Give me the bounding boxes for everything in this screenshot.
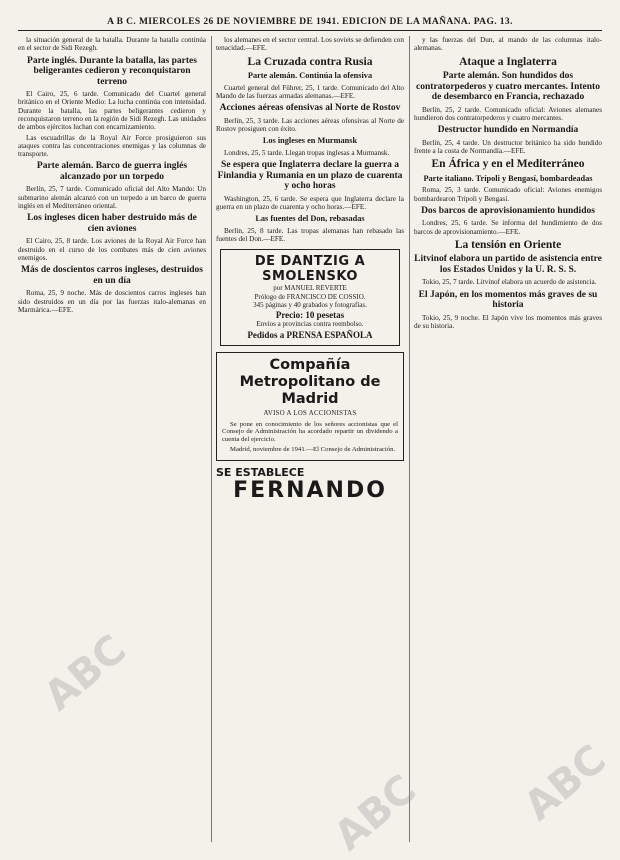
ad-details: 345 páginas y 40 grabados y fotografías. (253, 301, 367, 310)
ad-shipping: Envíos a provincias contra reembolso. (256, 319, 364, 328)
article-text: Berlín, 25, 2 tarde. Comunicado oficial: Aviones alemanes hundieron dos contratorpederos y cuatro mercantes. (414, 105, 602, 122)
article-text: Berlín, 25, 4 tarde. Un destructor británico ha sido hundido frente a la costa de Normandía.—EFE. (414, 138, 602, 155)
article-text: Roma, 25, 9 noche. Más de doscientos carros ingleses han sido destruidos en un día por las fuerzas italo-alemanas en Marmárica.—EFE. (18, 289, 206, 314)
headline: Parte alemán. Continúa la ofensiva (247, 71, 373, 81)
watermark: ABC (325, 766, 425, 860)
article-text: Londres, 25, 6 tarde. Se informa del hundimiento de dos barcos de aprovisionamiento.—EFE. (414, 219, 602, 236)
headline: Parte alemán. Barco de guerra inglés alcanzado por un torpedo (36, 161, 188, 182)
article-text: Washington, 25, 6 tarde. Se espera que Inglaterra declare la guerra en un plazo de cuarenta y ocho horas.—EFE. (216, 194, 404, 211)
article-text: Las escuadrillas de la Royal Air Force prosiguieron sus ataques contra las concentraciones enemigas y las columnas de transporte. (18, 133, 206, 159)
article-text: la situación general de la batalla. Durante la batalla continúa en el sector de Sidi Rezegh. (18, 36, 206, 53)
ad-name: FERNANDO (233, 477, 387, 503)
article-text: El Cairo, 25, 8 tarde. Los aviones de la Royal Air Force han destruido en el curso de los combates más de cien aviones enemigos. (18, 237, 206, 262)
notice-subtitle: AVISO A LOS ACCIONISTAS (263, 410, 357, 418)
headline: El Japón, en los momentos más graves de su historia (418, 289, 598, 311)
headline: Parte italiano. Trípoli y Bengasí, bombardeadas (423, 173, 593, 183)
book-advertisement (220, 249, 400, 346)
company-notice (216, 352, 404, 460)
ad-line: SE ESTABLECE (216, 465, 305, 479)
article-text: Cuartel general del Führer, 25, 1 tarde. Comunicado del Alto Mando de las fuerzas armadas alemanas.—EFE. (216, 83, 404, 100)
article-text: Roma, 25, 3 tarde. Comunicado oficial: Aviones enemigos bombardearon Trípoli y Bengasí. (414, 186, 602, 203)
headline: Litvinof elabora un partido de asistencia entre los Estados Unidos y la U. R. S. S. (414, 254, 602, 275)
headline: Se espera que Inglaterra declare la guerra a Finlandia y Rumania en un plazo de cuarenta y ocho horas (217, 160, 403, 192)
section-headline: La Cruzada contra Rusia (247, 55, 373, 68)
headline: Destructor hundido en Normandía (437, 125, 579, 136)
article-text: Berlín, 25, 8 tarde. Las tropas alemanas han rebasado las fuentes del Don.—EFE. (216, 226, 404, 243)
watermark: ABC (515, 736, 615, 830)
headline: Acciones aéreas ofensivas al Norte de Rostov (219, 103, 401, 114)
ad-title: DE DANTZIG A SMOLENSKO (254, 254, 366, 285)
article-text: los alemanes en el sector central. Los soviets se defienden con tenacidad.—EFE. (216, 36, 404, 53)
section-headline: La tensión en Oriente (454, 238, 562, 251)
article-text: Berlín, 25, 3 tarde. Las acciones aéreas ofensivas al Norte de Rostov prosiguen con éxito. (216, 116, 404, 133)
notice-title: Compañía Metropolitano de Madrid (239, 357, 381, 408)
headline: Dos barcos de aprovisionamiento hundidos (421, 205, 595, 216)
watermark: ABC (35, 626, 135, 720)
ad-price: Precio: 10 pesetas (275, 309, 345, 320)
article-text: Tokio, 25, 9 noche. El Japón vive los momentos más graves de su historia. (414, 313, 602, 331)
column-2 (216, 36, 404, 842)
headline: Los ingleses dicen haber destruido más de cien aviones (27, 213, 197, 234)
fernando-advertisement (216, 467, 404, 503)
headline: Parte alemán. Son hundidos dos contratorpederos y cuatro mercantes. Intento de desembarco en Francia, rechazado (416, 71, 600, 103)
article-text: El Cairo, 25, 6 tarde. Comunicado del Cuartel general británico en el Oriente Medio: La lucha continúa con intensidad. Durante la batalla, las partes beligerantes cedieron y reconquistaron terreno en la región de Sidi Rezegh. Las unidades de ambos ejércitos luchan con encarnizamiento. (18, 90, 206, 132)
headline: Parte inglés. Durante la batalla, las partes beligerantes cedieron y reconquistaron terreno (27, 55, 197, 87)
column-rule (211, 36, 212, 842)
headline: Los ingleses en Murmansk (262, 136, 358, 146)
section-headline: En África y en el Mediterráneo (431, 158, 585, 171)
article-text: Tokio, 25, 7 tarde. Litvinof elabora un acuerdo de asistencia. (422, 278, 597, 287)
notice-text: Madrid, noviembre de 1941.—El Consejo de Administración. (230, 445, 396, 453)
ad-prologue: Prólogo de FRANCISCO DE COSSIO. (254, 292, 366, 301)
notice-text: Se pone en conocimiento de los señores accionistas que el Consejo de Administración ha acordado repartir un dividendo a cuenta del ejercicio. (222, 420, 398, 444)
section-headline: Ataque a Inglaterra (459, 55, 557, 68)
column-1 (18, 36, 206, 842)
ad-author: por MANUEL REVERTE (273, 284, 347, 293)
newspaper-page (18, 14, 602, 844)
column-3 (414, 36, 602, 842)
article-text: Berlín, 25, 7 tarde. Comunicado oficial del Alto Mando: Un submarino alemán alcanzó con un torpedo a un barco de guerra inglés en el Mediterráneo oriental. (18, 185, 206, 211)
column-rule (409, 36, 410, 842)
ad-order: Pedidos a PRENSA ESPAÑOLA (247, 330, 373, 341)
article-text: Londres, 25, 5 tarde. Llegan tropas inglesas a Murmansk. (224, 148, 390, 157)
headline: Las fuentes del Don, rebasadas (255, 214, 365, 224)
article-text: y las fuerzas del Dun, al mando de las columnas italo-alemanas. (414, 36, 602, 53)
headline: Más de doscientos carros ingleses, destruidos en un día (21, 265, 203, 286)
running-head: A B C. MIERCOLES 26 DE NOVIEMBRE DE 1941. EDICION DE LA MAÑANA. PAG. 13. (18, 14, 602, 31)
